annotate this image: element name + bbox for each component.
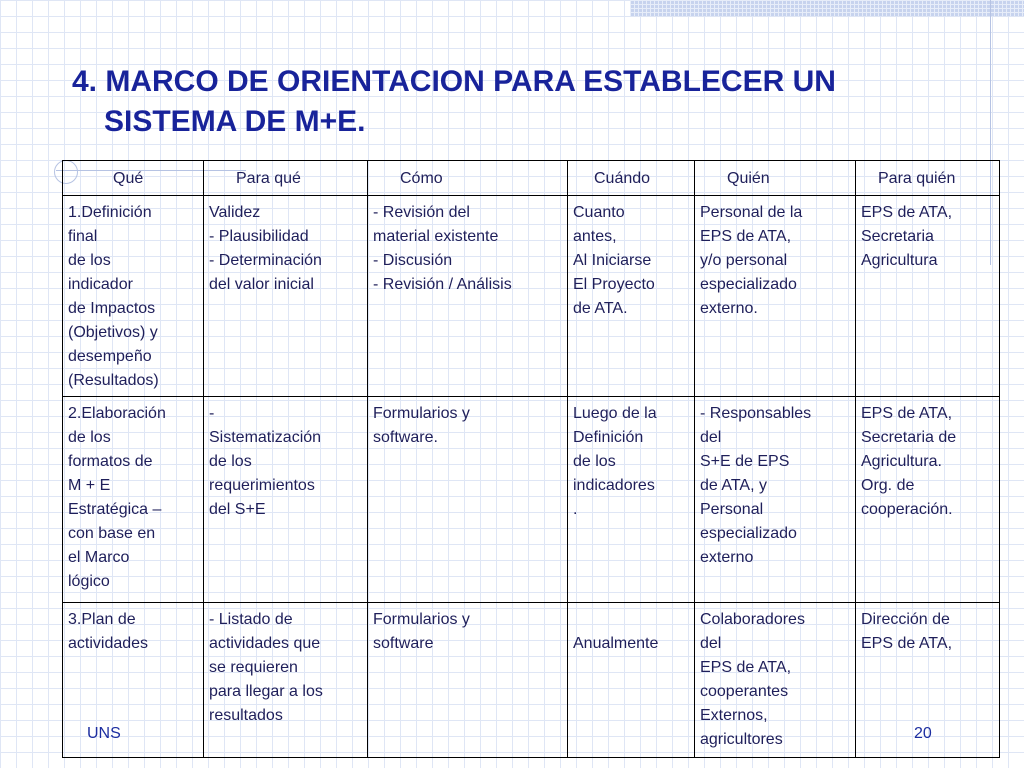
footer-label: UNS bbox=[87, 725, 121, 742]
page-number: 20 bbox=[914, 725, 932, 742]
title-line-1: 4. MARCO DE ORIENTACION PARA ESTABLECER UN bbox=[72, 65, 836, 98]
table-cell: Anualmente bbox=[568, 603, 695, 758]
table-cell: 3.Plan de actividades bbox=[63, 603, 204, 758]
table-cell: EPS de ATA, Secretaria de Agricultura. Org. de cooperación. bbox=[856, 397, 1000, 603]
table-row bbox=[63, 397, 1000, 603]
table-cell: Validez - Plausibilidad - Determinación del valor inicial bbox=[204, 196, 368, 397]
header-que: Qué bbox=[63, 161, 204, 196]
header-cuando: Cuándo bbox=[568, 161, 695, 196]
table-cell: Colaboradores del EPS de ATA, cooperantes Externos, agricultores bbox=[695, 603, 856, 758]
table-row bbox=[63, 196, 1000, 397]
table-cell: Dirección de EPS de ATA, bbox=[856, 603, 1000, 758]
table-cell: - Revisión del material existente - Discusión - Revisión / Análisis bbox=[368, 196, 568, 397]
table-cell: - Listado de actividades que se requieren para llegar a los resultados bbox=[204, 603, 368, 758]
table-cell: Formularios y software. bbox=[368, 397, 568, 603]
table-cell: EPS de ATA, Secretaria Agricultura bbox=[856, 196, 1000, 397]
table-cell: Personal de la EPS de ATA, y/o personal especializado externo. bbox=[695, 196, 856, 397]
header-como: Cómo bbox=[368, 161, 568, 196]
table-cell: 1.Definición final de los indicador de Impactos (Objetivos) y desempeño (Resultados) bbox=[63, 196, 204, 397]
framework-table bbox=[62, 160, 1000, 758]
header-para-que: Para qué bbox=[204, 161, 368, 196]
table-cell: Formularios y software bbox=[368, 603, 568, 758]
table-cell: - Sistematización de los requerimientos del S+E bbox=[204, 397, 368, 603]
title-line-2: SISTEMA DE M+E. bbox=[104, 105, 366, 138]
table-header-row bbox=[63, 161, 1000, 196]
header-para-quien: Para quién bbox=[856, 161, 1000, 196]
table-cell: 2.Elaboración de los formatos de M + E Estratégica – con base en el Marco lógico bbox=[63, 397, 204, 603]
table-cell: Cuanto antes, Al Iniciarse El Proyecto de ATA. bbox=[568, 196, 695, 397]
table-cell: - Responsables del S+E de EPS de ATA, y Personal especializado externo bbox=[695, 397, 856, 603]
table-row bbox=[63, 603, 1000, 758]
slide-title bbox=[72, 62, 992, 142]
header-quien: Quién bbox=[695, 161, 856, 196]
table-cell: Luego de la Definición de los indicadores . bbox=[568, 397, 695, 603]
corner-decoration bbox=[630, 0, 1024, 16]
